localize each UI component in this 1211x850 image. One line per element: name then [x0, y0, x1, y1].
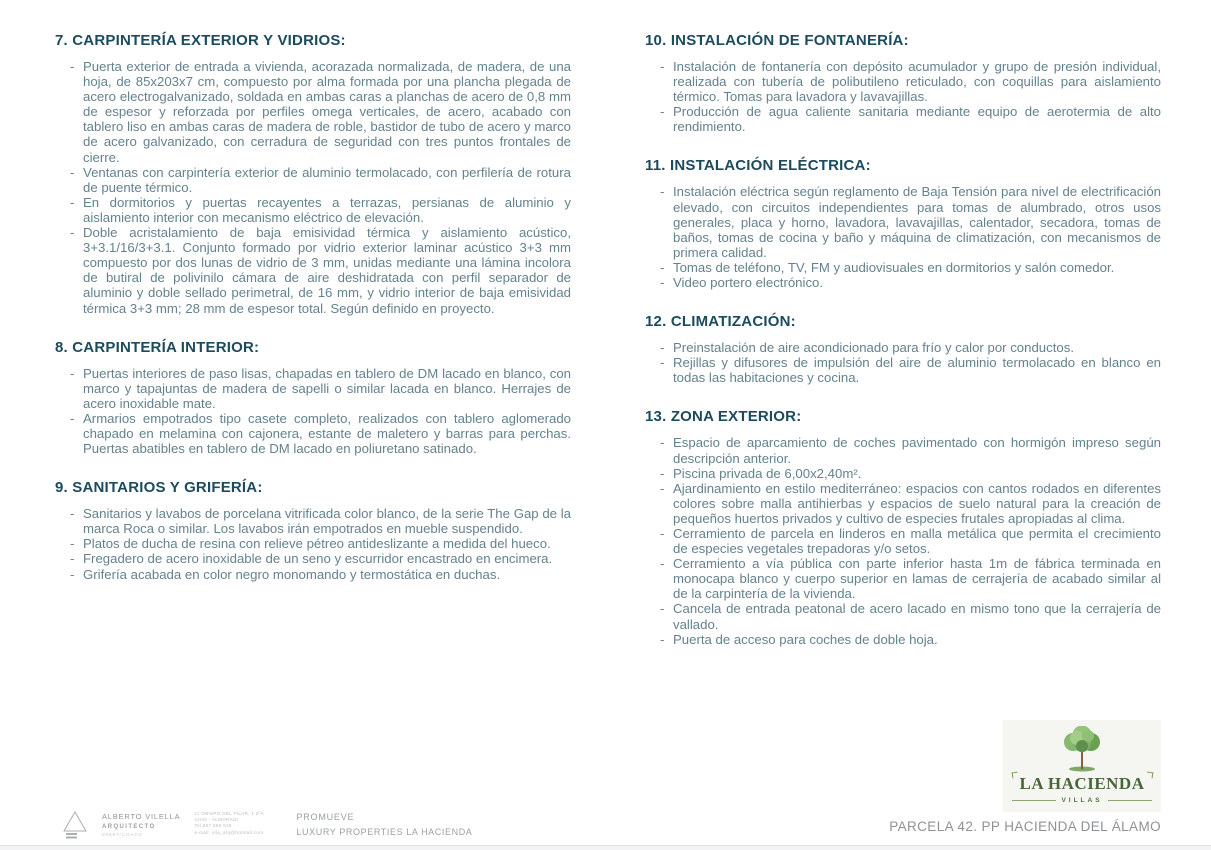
- spec-item: - Preinstalación de aire acondicionado para frío y calor por conductos.: [660, 340, 1161, 355]
- bottom-strip: [0, 845, 1211, 850]
- spec-item: - Puerta de acceso para coches de doble hoja.: [660, 632, 1161, 647]
- architect-role: ARQUITECTO: [102, 824, 156, 830]
- contact-line: C/ OBISPO DEL PILAR, 1 2ºA: [194, 811, 264, 816]
- architect-name: ALBERTO VILELLA: [102, 812, 181, 821]
- spec-item: - Platos de ducha de resina con relieve pétreo antideslizante a medida del hueco.: [70, 536, 571, 551]
- section-heading: 10. INSTALACIÓN DE FONTANERÍA:: [645, 32, 909, 49]
- spec-section: [645, 155, 1161, 290]
- section-heading: 13. ZONA EXTERIOR:: [645, 408, 802, 426]
- architect-sub: 09887/COACV: [102, 832, 143, 837]
- spec-item: - Producción de agua caliente sanitaria mediante equipo de aerotermia de alto rendimiento.: [660, 104, 1161, 134]
- spec-section: [55, 477, 571, 581]
- brand-subtitle: VILLAS: [1061, 797, 1103, 804]
- spec-item: - Puertas interiores de paso lisas, chapadas en tablero de DM lacado en blanco, con marco y tapajuntas de madera de sapelli o similar lacada en blanco. Herrajes de acero inoxidable mate.: [70, 366, 571, 411]
- section-item-list: [660, 340, 1161, 385]
- section-heading: 9. SANITARIOS Y GRIFERÍA:: [55, 479, 263, 497]
- spec-item: - Armarios empotrados tipo casete completo, realizados con tablero aglomerado chapado en melamina con cajonera, estante de maletero y barras para perchas. Puertas abatibles en tablero de DM lacado en poliuretano satinado.: [70, 411, 571, 456]
- spec-section: [55, 337, 571, 457]
- spec-item: - Instalación eléctrica según reglamento de Baja Tensión para nivel de electrificación elevado, con circuitos independientes para tomas de alumbrado, otros usos generales, placa y horno, lavadora, lavavajillas, calentador, secadora, tomas de baños, tomas de cocina y baño y máquina de climatización, con mecanismos de primera calidad.: [660, 184, 1161, 259]
- spec-item: - Puerta exterior de entrada a vivienda, acorazada normalizada, de madera, de una hoja, de 85x203x7 cm, compuesto por alma formada por una plancha plegada de acero electrogalvanizado, soldada en ambas caras a planchas de acero de 0,8 mm de espesor y reforzada por perfiles omega verticales, de acero, acabado con tablero liso en ambas caras de madera de roble, bastidor de tubo de acero y marco de acero galvanizado, con cerradura de seguridad con tres puntos frontales de cierre.: [70, 59, 571, 165]
- spec-item: - Fregadero de acero inoxidable de un seno y escurridor encastrado en encimera.: [70, 551, 571, 566]
- brand-rule-right: [1108, 800, 1152, 801]
- section-item-list: [660, 59, 1161, 134]
- left-column: [55, 30, 571, 668]
- spec-section: [645, 311, 1161, 385]
- section-heading: 11. INSTALACIÓN ELÉCTRICA:: [645, 157, 871, 175]
- contact-line: e-mail: vlla_arq@hotmail.com: [194, 829, 264, 835]
- section-item-list: [660, 184, 1161, 290]
- brand-rule-left: [1012, 800, 1056, 801]
- spec-item: - Cancela de entrada peatonal de acero lacado en mismo tono que la cerrajería de vallado.: [660, 601, 1161, 631]
- promoter-name: LUXURY PROPERTIES LA HACIENDA: [296, 827, 473, 837]
- section-heading: 8. CARPINTERÍA INTERIOR:: [55, 338, 260, 356]
- spec-item: - Cerramiento de parcela en linderos en malla metálica que permita el crecimiento de especies vegetales trepadoras y/o setos.: [660, 526, 1161, 556]
- spec-item: - Rejillas y difusores de impulsión del aire de aluminio termolacado en blanco en todas las habitaciones y cocina.: [660, 355, 1161, 385]
- tree-icon: [1052, 726, 1112, 772]
- spec-item: - Tomas de teléfono, TV, FM y audiovisuales en dormitorios y salón comedor.: [660, 260, 1161, 275]
- section-item-list: [660, 435, 1161, 646]
- spec-item: - Doble acristalamiento de baja emisividad térmica y aislamiento acústico, 3+3.1/16/3+3.1. Conjunto formado por vidrio exterior laminar acústico 3+3 mm compuesto por dos lunas de vidrio de 3 mm, unidas mediante una lámina incolora de butiral de polivinilo cámara de aire deshidratada con perfil separador de aluminio y doble sellado perimetral, de 16 mm, y vidrio interior de baja emisividad térmica 3+3 mm; 28 mm de espesor total. Según definido en proyecto.: [70, 225, 571, 316]
- architect-logo-icon: [62, 810, 88, 840]
- spec-item: - Ventanas con carpintería exterior de aluminio termolacado, con perfilería de rotura de puente térmico.: [70, 165, 571, 195]
- architect-contact-block: [194, 811, 282, 836]
- section-item-list: [70, 506, 571, 581]
- contact-line: CHIO - ALMORADI: [194, 817, 239, 823]
- spec-item: - Sanitarios y lavabos de porcelana vitrificada color blanco, de la serie The Gap de la marca Roca o similar. Los lavabos irán empotrados en mueble suspendido.: [70, 506, 571, 536]
- section-item-list: [70, 366, 571, 457]
- spec-item: - Video portero electrónico.: [660, 275, 1161, 290]
- section-heading: 12. CLIMATIZACIÓN:: [645, 313, 796, 331]
- spec-item: - Cerramiento a vía pública con parte inferior hasta 1m de fábrica terminada en monocapa blanco y cuerpo superior en lamas de cerrajería de acabado similar al de la carpintería de la vivienda.: [660, 556, 1161, 601]
- two-column-content: [55, 30, 1161, 668]
- spec-item: - Espacio de aparcamiento de coches pavimentado con hormigón impreso según descripción anterior.: [660, 435, 1161, 465]
- footer-left: [62, 808, 472, 840]
- contact-line: Tel.657 055 519: [194, 823, 232, 829]
- promoter-block: [296, 812, 472, 837]
- brand-name: LA HACIENDA: [1019, 774, 1145, 793]
- spec-item: - En dormitorios y puertas recayentes a terrazas, persianas de aluminio y aislamiento interior con mecanismo eléctrico de elevación.: [70, 195, 571, 225]
- spec-section: [55, 30, 571, 316]
- spec-item: - Piscina privada de 6,00x2,40m².: [660, 466, 1161, 481]
- brand-subtitle-row: [1012, 797, 1152, 804]
- brand-logo-card: [1003, 720, 1161, 812]
- architect-block: [102, 812, 180, 837]
- spec-item: - Grifería acabada en color negro monomando y termostática en duchas.: [70, 567, 571, 582]
- promoter-label: PROMUEVE: [296, 812, 355, 822]
- spec-item: - Instalación de fontanería con depósito acumulador y grupo de presión individual, realizada con tubería de polibutileno reticulado, con coquillas para aislamiento térmico. Tomas para lavadora y lavavajillas.: [660, 59, 1161, 104]
- section-heading: 7. CARPINTERÍA EXTERIOR Y VIDRIOS:: [55, 32, 346, 49]
- parcel-reference: PARCELA 42. PP HACIENDA DEL ÁLAMO: [889, 819, 1161, 834]
- section-item-list: [70, 59, 571, 316]
- spec-section: [645, 30, 1161, 134]
- spec-item: - Ajardinamiento en estilo mediterráneo: espacios con cantos rodados en diferentes colores sobre malla antihierbas y espacios de suelo natural para la creación de pequeños huertos privados y cultivo de especies frutales apropiadas al clima.: [660, 481, 1161, 526]
- spec-section: [645, 406, 1161, 646]
- right-column: [645, 30, 1161, 668]
